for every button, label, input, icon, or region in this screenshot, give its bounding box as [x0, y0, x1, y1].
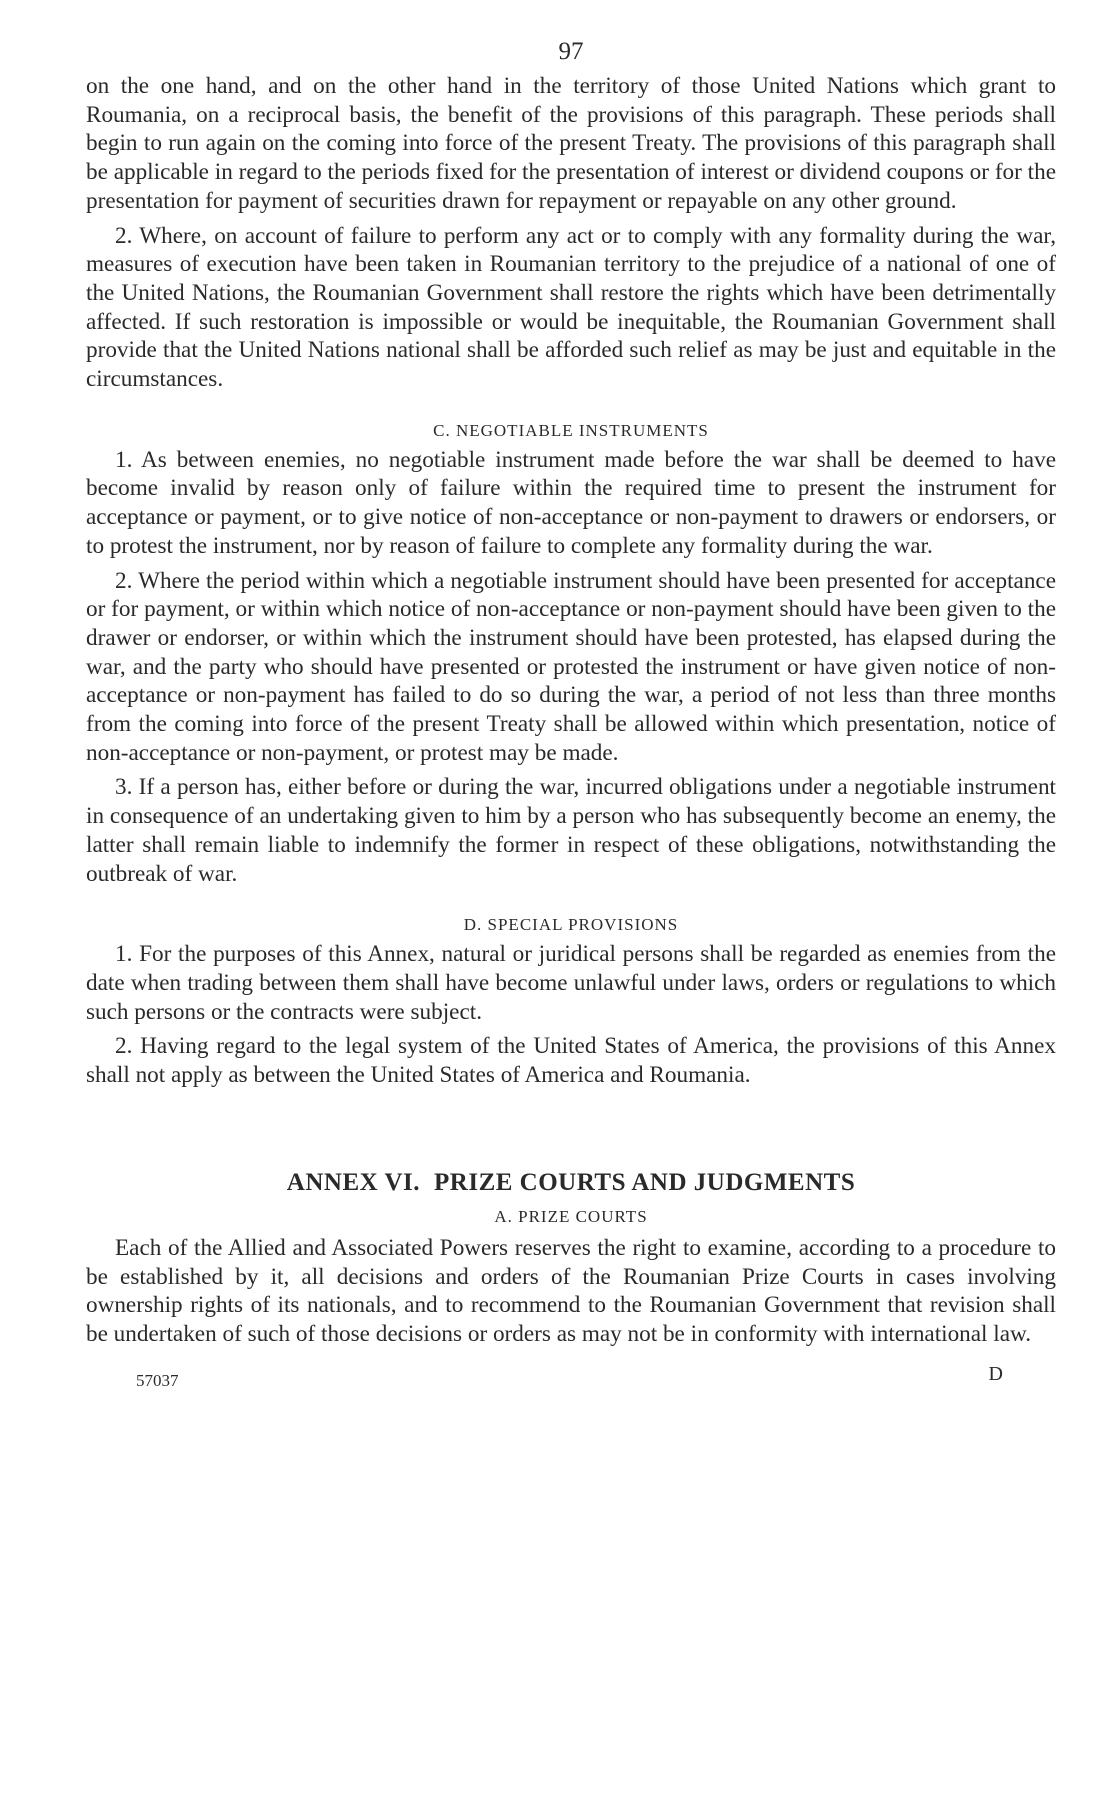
annex-vi-heading: PRIZE COURTS AND JUDGMENTS [434, 1168, 856, 1196]
paragraph-b2: 2. Where, on account of failure to perform any act or to comply with any formality during the war, measures of execution have been taken in Roumanian territory to the prejudice of a national of one of the United Nations, the Roumanian Government shall restore the rights which have been detrimentally affected. If such restoration is impossible or would be inequitable, the Roumanian Government shall provide that the United Nations national shall be afforded such relief as may be just and equitable in the circumstances. [86, 222, 1056, 393]
section-c-heading: C. NEGOTIABLE INSTRUMENTS [433, 420, 709, 440]
page-number: 97 [558, 38, 584, 65]
intro-paragraph: on the one hand, and on the other hand in the territory of those United Nations which grant to Roumania, on a reciprocal basis, the benefit of the provisions of this paragraph. These periods shall begin to run again on the coming into force of the present Treaty. The provisions of this paragraph shall be applicable in regard to the periods fixed for the presentation of interest or dividend coupons or for the presentation for payment of securities drawn for repayment or repayable on any other ground. [86, 73, 1056, 214]
section-d-paragraph-2: 2. Having regard to the legal system of the United States of America, the provisions of this Annex shall not apply as between the United States of America and Roumania. [86, 1033, 1056, 1089]
print-code: 57037 [136, 1370, 179, 1390]
annex-vi-paragraph: Each of the Allied and Associated Powers reserves the right to examine, according to a procedure to be established by it, all decisions and orders of the Roumanian Prize Courts in cases involving ownership rights of its nationals, and to recommend to the Roumanian Government that revision shall be undertaken of such of those decisions or orders as may not be in conformity with international law. [86, 1234, 1056, 1347]
document-page [86, 38, 1056, 1403]
section-c-paragraph-1: 1. As between enemies, no negotiable instrument made before the war shall be deemed to have become invalid by reason only of failure within the required time to present the instrument for acceptance or payment, or to give notice of non-acceptance or non-payment to drawers or endorsers, or to protest the instrument, nor by reason of failure to complete any formality during the war. [86, 446, 1056, 559]
section-d-heading: D. SPECIAL PROVISIONS [463, 915, 679, 935]
page-footer [86, 1363, 1056, 1403]
section-d-paragraph-1: 1. For the purposes of this Annex, natural or juridical persons shall be regarded as enemies from the date when trading between them shall have become unlawful under laws, orders or regulations to which such persons or the contracts were subject. [86, 941, 1056, 1025]
annex-vi-title [86, 1168, 1056, 1198]
section-c-paragraph-3: 3. If a person has, either before or during the war, incurred obligations under a negotiable instrument in consequence of an undertaking given to him by a person who has subsequently become an enemy, the latter shall remain liable to indemnify the former in respect of these obligations, notwithstanding the outbreak of war. [86, 774, 1056, 887]
annex-vi-label: ANNEX VI. [286, 1168, 421, 1196]
section-c-paragraph-2: 2. Where the period within which a negotiable instrument should have been presented for acceptance or for payment, or within which notice of non-acceptance or non-payment should have been given to the drawer or endorser, or within which the instrument should have been protested, has elapsed during the war, and the party who should have presented or protested the instrument or have given notice of non-acceptance or non-payment has failed to do so during the war, a period of not less than three months from the coming into force of the present Treaty shall be allowed within which presentation, notice of non-acceptance or non-payment, or protest may be made. [86, 567, 1056, 766]
annex-vi-subheading: A. PRIZE COURTS [494, 1206, 648, 1226]
signature-mark: D [988, 1362, 1003, 1385]
